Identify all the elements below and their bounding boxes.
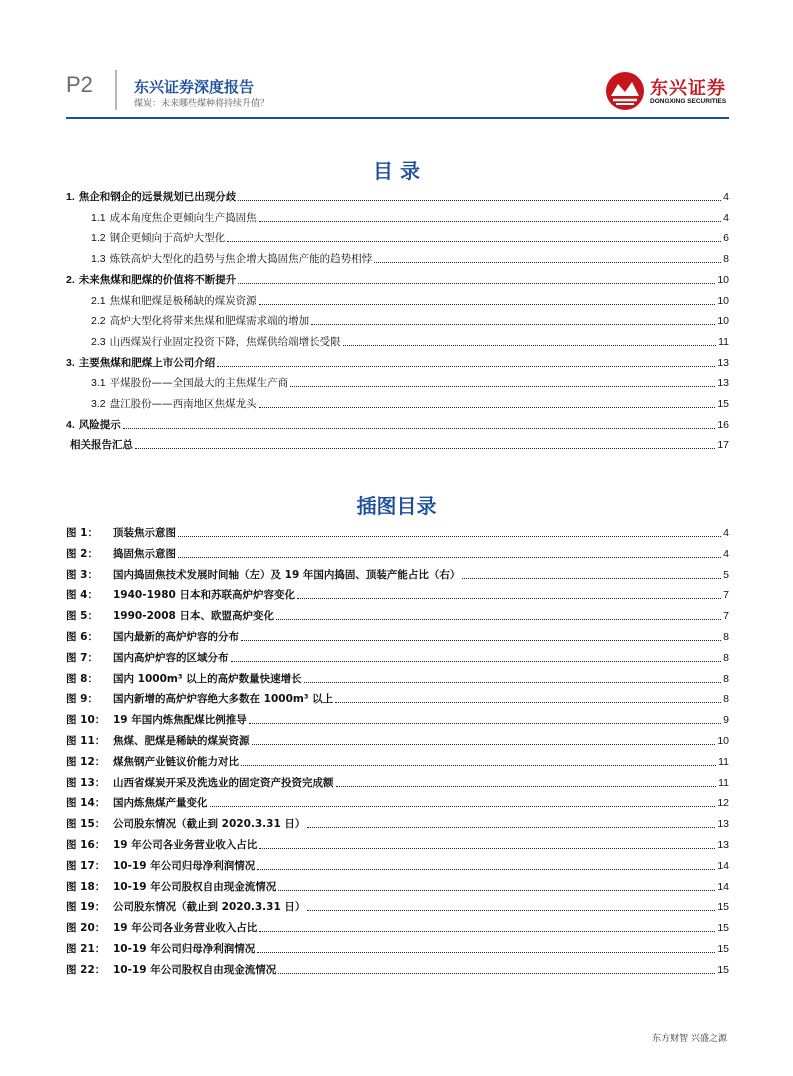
dot-leader (336, 786, 717, 787)
header-divider (115, 70, 117, 110)
entry-label (91, 335, 341, 349)
entry-label (66, 568, 460, 582)
dot-leader (257, 869, 715, 870)
entry-text: 风险提示 (78, 418, 121, 431)
entry-number: 图 11： (66, 735, 106, 747)
entry-text: 19 年公司各业务营业收入占比 (113, 922, 258, 935)
entry-text: 炼铁高炉大型化的趋势与焦企增大捣固焦产能的趋势相悖 (109, 253, 373, 266)
entry-number: 图 14： (66, 797, 106, 810)
entry-text: 10-19 年公司股权自由现金流情况 (113, 880, 277, 893)
entry-number: 图 3： (66, 568, 98, 581)
figure-entry[interactable] (66, 963, 729, 977)
dot-leader (259, 407, 716, 408)
entry-page-number: 13 (717, 377, 729, 390)
dot-leader (252, 744, 716, 745)
entry-number: 图 5： (66, 610, 98, 623)
dot-leader (241, 640, 721, 641)
entry-number: 图 12： (66, 755, 106, 768)
toc-entry[interactable] (66, 273, 729, 287)
entry-page-number: 15 (717, 943, 729, 955)
dot-leader (278, 890, 715, 891)
logo-english-name: DONGXING SECURITIES (650, 98, 727, 105)
entry-number: 图 15： (66, 818, 106, 831)
toc-title: 目 录 (373, 159, 420, 183)
entry-label (91, 252, 372, 266)
entry-number: 1. (66, 191, 75, 203)
dot-leader (307, 910, 715, 911)
figure-entry[interactable] (66, 588, 729, 602)
entry-page-number: 15 (717, 963, 729, 976)
toc-entry[interactable] (66, 397, 729, 411)
logo-chinese-name: 东兴证券 (650, 78, 726, 99)
figure-entry[interactable] (66, 796, 729, 810)
report-subtitle: 煤炭：未来哪些煤种将持续升值？ (134, 99, 270, 109)
entry-page-number: 15 (717, 398, 729, 410)
entry-label (66, 963, 276, 977)
dot-leader (217, 366, 715, 367)
entry-text: 公司股东情况（截止到 2020.3.31 日） (113, 901, 306, 914)
dot-leader (304, 682, 722, 683)
entry-page-number: 14 (717, 880, 729, 893)
figure-entry[interactable] (66, 609, 729, 623)
entry-number: 2. (66, 273, 75, 286)
entry-number: 4. (66, 418, 75, 431)
entry-number: 图 8： (66, 672, 98, 685)
header-rule (66, 117, 729, 119)
entry-label (66, 273, 236, 287)
entry-page-number: 7 (723, 589, 729, 602)
entry-page-number: 13 (717, 356, 729, 369)
entry-text: 焦企和钢企的远景规划已出现分歧 (78, 191, 237, 203)
entry-number: 2.1 (91, 294, 106, 307)
dot-leader (335, 702, 721, 703)
dot-leader (290, 386, 715, 387)
toc-entry[interactable] (66, 356, 729, 370)
entry-text: 10-19 年公司归母净利润情况 (113, 943, 256, 955)
entry-text: 山西省煤炭开采及洗选业的固定资产投资完成额 (113, 776, 334, 789)
entry-label (91, 231, 225, 245)
entry-number: 图 18： (66, 880, 106, 893)
entry-label (66, 817, 305, 831)
entry-label (66, 356, 215, 370)
entry-text: 平煤股份——全国最大的主焦煤生产商 (109, 377, 289, 390)
entry-label (66, 526, 176, 540)
entry-text: 高炉大型化将带来焦煤和肥煤需求端的增加 (109, 315, 310, 328)
figure-entry[interactable] (66, 692, 729, 706)
dot-leader (135, 448, 715, 449)
entry-number: 1.2 (91, 232, 106, 245)
entry-text: 成本角度焦企更倾向生产捣固焦 (109, 211, 257, 224)
entry-text: 国内高炉炉容的区域分布 (113, 651, 229, 664)
entry-page-number: 10 (717, 273, 729, 286)
footer-slogan: 东方财智 兴盛之源 (652, 1034, 727, 1044)
dot-leader (238, 200, 721, 201)
entry-number: 图 4： (66, 589, 98, 602)
figure-entry[interactable] (66, 859, 729, 873)
entry-page-number: 17 (717, 439, 729, 452)
dot-leader (238, 283, 715, 284)
toc-entry[interactable] (66, 294, 729, 308)
entry-text: 未来焦煤和肥煤的价值将不断提升 (78, 273, 237, 286)
entry-label (66, 630, 239, 644)
figure-entry[interactable] (66, 880, 729, 894)
toc-entry[interactable] (66, 252, 729, 266)
entry-label (66, 838, 257, 852)
entry-number: 图 2： (66, 547, 98, 560)
dot-leader (178, 557, 721, 558)
entry-page-number: 4 (723, 191, 729, 203)
entry-page-number: 13 (717, 818, 729, 831)
entry-page-number: 6 (723, 232, 729, 245)
entry-number: 图 13： (66, 776, 106, 789)
toc-entry[interactable] (66, 190, 729, 204)
entry-label (91, 397, 257, 411)
entry-label (66, 942, 255, 956)
entry-label (66, 921, 257, 935)
entry-text: 焦煤、肥煤是稀缺的煤炭资源 (113, 735, 250, 747)
entry-label (66, 609, 274, 623)
toc-entry[interactable] (66, 418, 729, 432)
entry-label (66, 900, 305, 914)
figure-entry[interactable] (66, 942, 729, 956)
entry-number: 3.2 (91, 398, 106, 410)
figure-entry[interactable] (66, 921, 729, 935)
toc-entry[interactable] (66, 438, 729, 452)
entry-number: 图 22： (66, 963, 106, 976)
report-title: 东兴证券深度报告 (134, 78, 255, 96)
entry-text: 国内捣固焦技术发展时间轴（左）及 19 年国内捣固、顶装产能占比（右） (113, 568, 461, 581)
entry-text: 煤焦钢产业链议价能力对比 (113, 755, 239, 768)
entry-label (66, 734, 250, 748)
entry-label (91, 314, 309, 328)
entry-text: 焦煤和肥煤是极稀缺的煤炭资源 (109, 294, 257, 307)
entry-text: 盘江股份——西南地区焦煤龙头 (109, 398, 257, 410)
entry-text: 10-19 年公司股权自由现金流情况 (113, 963, 277, 976)
entry-text: 国内炼焦煤产量变化 (113, 797, 208, 810)
entry-page-number: 14 (717, 859, 729, 872)
toc-entry[interactable] (66, 376, 729, 390)
entry-number: 2.2 (91, 315, 106, 328)
entry-label (66, 190, 236, 204)
entry-number: 1.1 (91, 211, 106, 224)
entry-page-number: 15 (717, 901, 729, 914)
entry-number: 图 21： (66, 943, 106, 955)
entry-label (66, 713, 247, 727)
entry-text: 捣固焦示意图 (113, 547, 176, 560)
entry-text: 主要焦煤和肥煤上市公司介绍 (78, 356, 216, 369)
entry-number: 图 7： (66, 651, 98, 664)
entry-page-number: 7 (723, 610, 729, 623)
entry-label (66, 672, 302, 686)
entry-page-number: 4 (723, 547, 729, 560)
dot-leader (257, 952, 715, 953)
dongxing-logo-icon (604, 70, 646, 112)
figure-entry[interactable] (66, 672, 729, 686)
entry-label (66, 880, 276, 894)
entry-page-number: 10 (717, 294, 729, 307)
entry-page-number: 16 (717, 418, 729, 431)
figure-entry[interactable] (66, 755, 729, 769)
entry-page-number: 11 (718, 335, 729, 348)
dot-leader (259, 221, 722, 222)
entry-page-number: 4 (723, 527, 729, 539)
entry-number: 图 6： (66, 631, 98, 643)
entry-label (66, 796, 208, 810)
brand-logo (604, 70, 734, 112)
entry-label (66, 755, 239, 769)
toc-entry[interactable] (66, 314, 729, 328)
entry-text: 山西煤炭行业固定投资下降，焦煤供给端增长受限 (109, 335, 341, 348)
dot-leader (178, 536, 721, 537)
entry-page-number: 4 (723, 211, 729, 224)
entry-label (66, 547, 176, 561)
dot-leader (210, 806, 716, 807)
dot-leader (241, 765, 716, 766)
dot-leader (307, 827, 715, 828)
entry-page-number: 8 (723, 651, 729, 664)
entry-label (66, 692, 333, 706)
entry-label (91, 294, 257, 308)
figure-entry[interactable] (66, 900, 729, 914)
entry-page-number: 10 (717, 315, 729, 328)
entry-page-number: 8 (723, 253, 729, 266)
entry-number: 图 9： (66, 693, 98, 706)
dot-leader (259, 848, 715, 849)
figure-entry[interactable] (66, 651, 729, 665)
entry-number: 2.3 (91, 335, 106, 348)
entry-page-number: 9 (723, 714, 729, 727)
figure-entry[interactable] (66, 776, 729, 790)
entry-number: 图 1： (66, 527, 98, 539)
dot-leader (311, 324, 715, 325)
dot-leader (259, 931, 715, 932)
entry-page-number: 12 (717, 797, 729, 810)
entry-number: 1.3 (91, 253, 106, 266)
figure-entry[interactable] (66, 547, 729, 561)
toc-entry[interactable] (66, 211, 729, 225)
figure-entry[interactable] (66, 817, 729, 831)
dot-leader (297, 598, 721, 599)
entry-page-number: 13 (717, 839, 729, 851)
entry-text: 国内新增的高炉炉容绝大多数在 1000m³ 以上 (113, 693, 334, 706)
figure-entry[interactable] (66, 630, 729, 644)
entry-label (91, 211, 257, 225)
entry-text: 10-19 年公司归母净利润情况 (113, 859, 256, 872)
entry-text: 国内 1000m³ 以上的高炉数量快速增长 (113, 672, 302, 685)
entry-number: 3. (66, 356, 75, 369)
entry-number: 图 19： (66, 901, 106, 914)
entry-page-number: 8 (723, 693, 729, 706)
dot-leader (227, 241, 721, 242)
dot-leader (374, 262, 721, 263)
figure-entry[interactable] (66, 526, 729, 540)
entry-number: 图 20： (66, 922, 106, 935)
dot-leader (343, 345, 716, 346)
figure-entry[interactable] (66, 568, 729, 582)
entry-text: 19 年国内炼焦配煤比例推导 (113, 714, 247, 727)
entry-label (66, 438, 133, 452)
dot-leader (249, 723, 721, 724)
entry-text: 顶装焦示意图 (113, 527, 176, 539)
entry-number: 3.1 (91, 377, 106, 390)
entry-label (66, 418, 121, 432)
entry-text: 19 年公司各业务营业收入占比 (113, 839, 258, 851)
entry-label (66, 859, 255, 873)
figure-entry[interactable] (66, 734, 729, 748)
entry-text: 1990-2008 日本、欧盟高炉变化 (113, 610, 274, 623)
entry-page-number: 15 (717, 922, 729, 935)
entry-text: 相关报告汇总 (70, 439, 133, 452)
figure-entry[interactable] (66, 713, 729, 727)
dot-leader (278, 973, 715, 974)
figure-entry[interactable] (66, 838, 729, 852)
entry-number: 图 10： (66, 714, 106, 727)
entry-page-number: 5 (723, 568, 729, 581)
entry-page-number: 10 (717, 735, 729, 747)
entry-label (66, 588, 295, 602)
entry-page-number: 8 (723, 672, 729, 685)
entry-number: 图 17： (66, 859, 106, 872)
toc-entry[interactable] (66, 335, 729, 349)
entry-page-number: 11 (718, 755, 729, 768)
dot-leader (276, 619, 721, 620)
entry-label (66, 651, 229, 665)
entry-text: 国内最新的高炉炉容的分布 (113, 631, 239, 643)
toc-entry[interactable] (66, 231, 729, 245)
entry-label (91, 376, 288, 390)
entry-number: 图 16： (66, 839, 106, 851)
entry-text: 钢企更倾向于高炉大型化 (109, 232, 226, 245)
entry-text: 1940-1980 日本和苏联高炉炉容变化 (113, 589, 295, 602)
entry-page-number: 11 (718, 776, 729, 789)
figure-list-title: 插图目录 (356, 494, 437, 518)
entry-text: 公司股东情况（截止到 2020.3.31 日） (113, 818, 306, 831)
entry-page-number: 8 (723, 631, 729, 643)
dot-leader (259, 304, 716, 305)
dot-leader (231, 661, 722, 662)
dot-leader (123, 428, 716, 429)
page-number: P2 (66, 72, 93, 97)
dot-leader (462, 578, 721, 579)
entry-label (66, 776, 334, 790)
